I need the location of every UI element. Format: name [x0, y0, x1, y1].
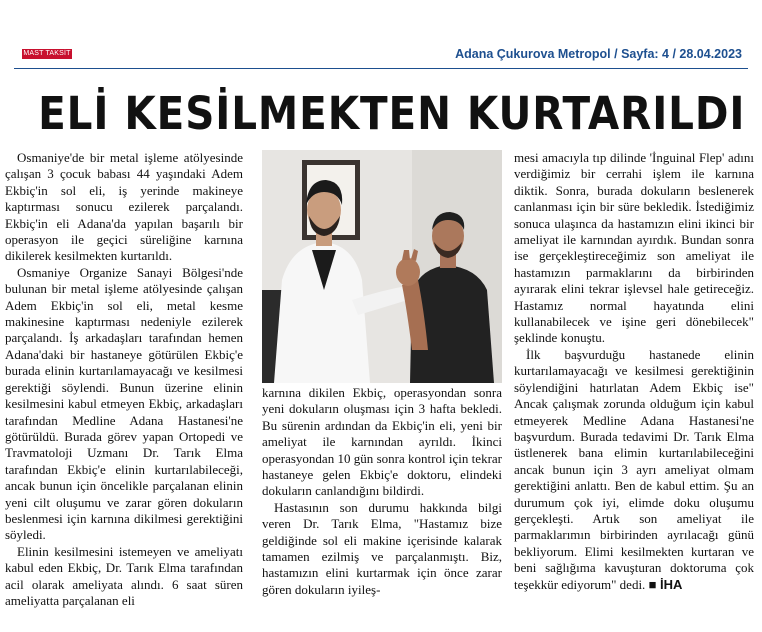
header-divider [14, 68, 748, 69]
paragraph: karnına dikilen Ekbiç, operasyondan sonra yeni dokuların oluşması için 3 hafta bekledi. Bu sürenin ardından da Ekbiç'in eli, yeni bir ameliyat ile karnından ayrıldı. İkinci operasyondan 10 gün sonra kontrol için tekrar hastaneye gelen Ekbiç'e doktoru, elindeki dokuların canlandığını bildirdi. [262, 385, 502, 499]
article-photo [262, 150, 502, 383]
paragraph: Osmaniye'de bir metal işleme atölyesinde çalışan 3 çocuk babası 44 yaşındaki Adem Ekbiç'in sol eli, iş yerinde makineye kaptırması sonucu ezilerek parçalandı. Ekbiç'in eli Adana'da yapılan başarılı bir operasyon ile geçici süreliğine karnına dikilerek kesilmekten kurtarıldı. [5, 150, 243, 264]
paragraph: Hastasının son durumu hakkında bilgi veren Dr. Tarık Elma, "Hastamız bize geldiğinde sol eli makine içerisinde kalarak tamamen ezilmiş ve parçalanmıştı. Biz, hastamızın elini kurtarmak için önce zarar gören dokuların iyileş- [262, 499, 502, 597]
article-column-2 [262, 385, 502, 632]
source-line: Adana Çukurova Metropol / Sayfa: 4 / 28.04.2023 [455, 47, 742, 61]
byline: ■ İHA [648, 576, 683, 592]
paragraph: mesi amacıyla tıp dilinde 'İnguinal Flep' adını verdiğimiz bir cerrahi işlem ile karnına diktik. Sonra, burada dokuların beslenerek canlanması için bir süre bekledik. İstediğimiz sonuca ulaşınca da hastamızın elini ikinci bir ameliyat ile karnından ayırdık. Bundan sonra ise gerçekleştireceğimiz son ameliyat ile hastamızın parmaklarını da birbirinden ayırarak elini tekrar işlevsel hale getireceğiz. Hastamız normal hayatında elini kullanabilecek ve işine geri dönebilecek" şeklinde konuştu. [514, 150, 754, 346]
article-column-1 [5, 150, 243, 632]
article-column-3 [514, 150, 754, 632]
newspaper-logo: MAST TAKSİT [23, 50, 71, 57]
paragraph: Elinin kesilmesini istemeyen ve ameliyatı kabul eden Ekbiç, Dr. Tarık Elma tarafından acil olarak ameliyata alındı. 6 saat süren ameliyatta parçalanan eli [5, 543, 243, 608]
paragraph [514, 347, 754, 593]
paragraph: Osmaniye Organize Sanayi Bölgesi'nde bulunan bir metal işleme atölyesinde çalışan Adem Ekbiç'in sol eli, metal kesme makinesine kaptırması nedeniyle ezilerek parçalandı. İş arkadaşları tarafından hemen Adana'daki bir hastaneye götürülen Ekbiç'e burada elinin kurtarılamayacağı ve kesilmesi gerektiği söylendi. Bunun üzerine elinin kesilmesini kabul etmeyen Ekbiç, arkadaşları tarafından Medline Adana Hastanesi'ne götürüldü. Burada görev yapan Ortopedi ve Travmatoloji Uzmanı Dr. Tarık Elma tarafından Ekbiç'e elinin kurtarılabileceği, ancak bunun için öncelikle parçalanan elinin yeni cilt oluşumu ve zarar gören dokuların beslenmesi için karnına dikilmesi gerektiğini söyledi. [5, 264, 243, 543]
headline: ELİ KESİLMEKTEN KURTARILDI [38, 87, 746, 140]
paragraph-text: İlk başvurduğu hastanede elinin kurtarılamayacağı ve kesilmesi gerektiğinin söylendiğini hatırlatan Adem Ekbiç ise" Ancak çalışmak zorunda olduğum için kabul etmeyerek Medline Adana Hastanesi'ne başvurdum. Burada tedavimi Dr. Tarık Elma üstlenerek bana elimin kurtarılabileceğini ancak bunun için 3 ayrı ameliyat olmam gerektiğini anlattı. Ben de kabul ettim. Şu an durumum çok iyi, elimde doku oluşumu gerçekleşti. Artık son ameliyat ile parmaklarımın birbirinden ayrılacağı günü bekliyorum. Elimi kesilmekten kurtaran ve beni sağlığıma kavuşturan doktoruma çok teşekkür ediyorum" dedi. [514, 346, 754, 592]
